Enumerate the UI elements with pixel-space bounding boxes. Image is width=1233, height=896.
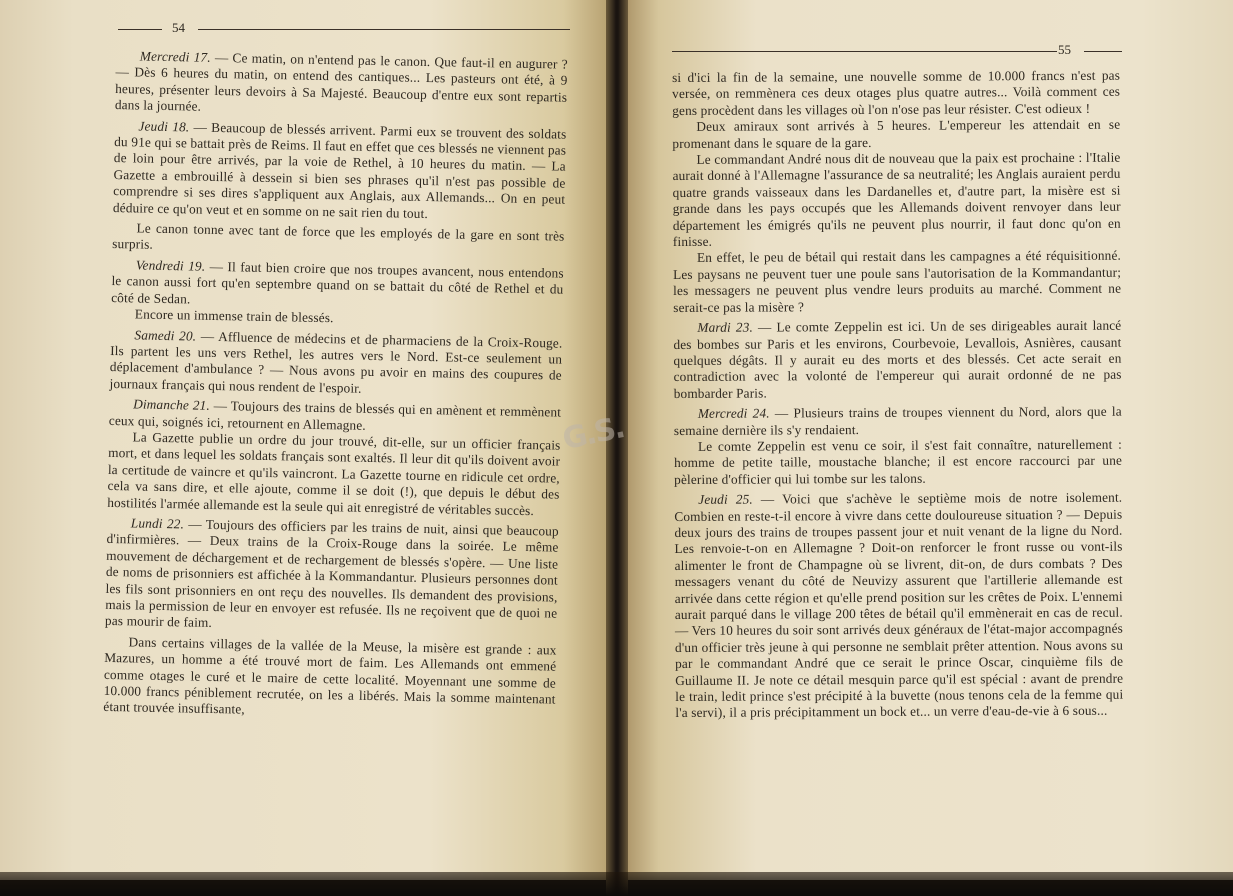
bottom-shadow	[0, 872, 1233, 896]
entry-paragraph	[103, 634, 556, 725]
entry-text: Deux amiraux sont arrivés à 5 heures. L'empereur les attendait en se promenant dans le square de la gare.	[672, 116, 1121, 151]
entry-paragraph	[112, 220, 565, 261]
entry-paragraph	[674, 404, 1122, 439]
left-page-text	[103, 48, 568, 728]
right-page	[622, 0, 1233, 880]
entry-paragraph	[111, 257, 564, 315]
entry-text: si d'ici la fin de la semaine, une nouvelle somme de 10.000 francs n'est pas versée, on remmènera ces deux otages plus quatre autres... Voilà comment ces gens procèdent dans les villages où l'on n'ose pas leur résister. C'est odieux !	[672, 67, 1121, 118]
entry-paragraph	[115, 48, 568, 122]
entry-text: Encore un immense train de blessés.	[134, 306, 334, 326]
entry-text: — Toujours des trains de blessés qui en amènent et remmènent ceux qui, soignés ici, retournent en Allemagne.	[108, 397, 562, 433]
entry-paragraph	[674, 437, 1122, 489]
entry-text: Le canon tonne avec tant de force que les employés de la gare en sont très surpris.	[112, 220, 565, 253]
entry-date: Lundi 22.	[130, 515, 185, 532]
entry-text: Dans certains villages de la vallée de la Meuse, la misère est grande : aux Mazures, un homme a été trouvé mort de faim. Les Allemands ont emmené comme otages le curé et le maire de cette localité. Moyennant une somme de 10.000 francs péniblement recrutée, on les a libérés. Mais la somme maintenant étant trouvée insuffisante,	[103, 634, 557, 718]
entry-date: Jeudi 25.	[698, 491, 753, 508]
entry-date: Dimanche 21.	[133, 396, 211, 413]
entry-text: — Voici que s'achève le septième mois de notre isolement. Combien en reste-t-il encore à vivre dans cette douloureuse situation ? — Depuis deux jours des trains de troupes passent jour et nuit venant de la ligne du Nord. Les renvoie-t-on en Allemagne ? Doit-on renforcer le front russe ou vont-ils alimenter le front de Champagne où se livrent, dit-on, de durs combats ? Des messagers venant du côté de Neuvizy assurent que l'artillerie allemande est arrivée dans cette région et qu'elle prend position sur les crêtes de Poix. L'ennemi aurait parqué dans le village 200 têtes de bétail qu'il emmènerait en cas de recul. — Vers 10 heures du soir sont arrivés deux généraux de l'état-major accompagnés d'un officier très jeune à qui personne ne semblait prêter attention. Nous avons su par le commandant André que ce serait le prince Oscar, cinquième fils de Guillaume II. Je note ce détail mesquin parce qu'il est spécial : avant de prendre le train, ledit prince s'est précipité à la buvette (nous tenons cela de la femme qui l'a servi), il a pris précipitamment un bock et... un verre d'eau-de-vie à 6 sous...	[674, 489, 1124, 721]
entry-date: Mardi 23.	[697, 319, 753, 335]
library-stamp: G.S.	[559, 410, 627, 458]
entry-text: La Gazette publie un ordre du jour trouvé, dit-elle, sur un officier français mort, et dans lequel les soldats français sont exaltés. Il leur dit qu'ils doivent avoir la certitude de vaincre et qu'ils vaincront. La Gazette tourne en ridicule cet ordre, cela va sans dire, et elle ajoute, comme il se doit (!), que depuis le début des hostilités l'armée allemande est la seule qui ait enregistré de véritables succès.	[107, 429, 561, 518]
page-number-right: 55	[1058, 42, 1071, 57]
entry-text: En effet, le peu de bétail qui restait dans les campagnes a été réquisitionné. Les paysans ne peuvent tuer une poule sans l'autorisation de la Kommandantur; les messagers ne peuvent plus vendre leurs produits au marché. Comment ne serait-ce pas la misère ?	[673, 248, 1122, 315]
entry-paragraph	[672, 68, 1120, 120]
entry-paragraph	[672, 117, 1120, 152]
entry-paragraph	[673, 248, 1121, 316]
entry-text: — Il faut bien croire que nos troupes avancent, nous entendons le canon aussi fort qu'en septembre quand on se battait du côté de Rethel et du côté de Sedan.	[111, 258, 564, 307]
header-rule	[118, 29, 162, 30]
right-page-text	[672, 68, 1123, 726]
entry-text: — Plusieurs trains de troupes viennent du Nord, alors que la semaine dernière ils s'y rendaient.	[673, 403, 1122, 438]
entry-paragraph	[109, 326, 562, 400]
page-number-left: 54	[172, 20, 185, 35]
left-page-header	[0, 20, 612, 40]
entry-date: Mercredi 17.	[139, 48, 211, 65]
entry-date: Samedi 20.	[134, 326, 197, 344]
right-page-header	[622, 42, 1233, 62]
entry-date: Vendredi 19.	[135, 257, 206, 274]
entry-paragraph	[113, 118, 567, 225]
entry-paragraph	[107, 429, 560, 520]
entry-text: — Beaucoup de blessés arrivent. Parmi eux se trouvent des soldats du 91e qui se battait près de Reims. Il faut en effet que ces blessés ne viennent pas de loin pour être arrivés, par la voie de Rethel, à 10 heures du matin. — La Gazette a embrouillé à dessein si bien ses phrases qu'il n'est pas possible de comprendre si ses dires s'appliquent aux Anglais, aux Allemands... On en peut déduire ce qu'on veut et en somme on ne sait rien du tout.	[112, 119, 567, 221]
left-page	[0, 0, 612, 880]
entry-text: — Le comte Zeppelin est ici. Un de ses dirigeables aurait lancé des bombes sur Paris et les environs, Courbevoie, Levallois, Asnières, causant quelques dégâts. Il y aurait eu des morts et des blessés. Cet acte serait en contradiction avec la volonté de l'empereur qui aurait ordonné de ne pas bombarder Paris.	[673, 317, 1122, 401]
entry-paragraph	[673, 318, 1121, 402]
entry-paragraph	[672, 150, 1121, 251]
entry-date: Jeudi 18.	[138, 118, 190, 135]
entry-text: — Affluence de médecins et de pharmaciens de la Croix-Rouge. Ils partent les uns vers Rethel, les autres vers le Nord. Est-ce seulement un déplacement d'ambulance ? — Nous avons pu avoir en mains des coupures de journaux français qui nous rendent de l'espoir.	[109, 328, 563, 396]
entry-text: Le comte Zeppelin est venu ce soir, il s'est fait connaître, naturellement : homme de petite taille, moustache blanche; il est encore raccourci par une pèlerine d'officier qui lui tombe sur les talons.	[674, 436, 1123, 487]
entry-text: Le commandant André nous dit de nouveau que la paix est prochaine : l'Italie aurait donné à l'Allemagne l'assurance de sa neutralité; les Anglais auraient perdu quatre grands vaisseaux dans les Dardanelles et, d'autre part, la misère est si grande dans les pays occupés que les Allemands doivent renvoyer dans leur département les émigrés qu'ils ne peuvent plus nourrir, il faut donc qu'on en finisse.	[672, 149, 1121, 250]
entry-paragraph	[674, 490, 1123, 722]
entry-text: — Ce matin, on n'entend pas le canon. Que faut-il en augurer ? — Dès 6 heures du matin, on entend des cantiques... Les pasteurs ont été, à 9 heures, présenter leurs devoirs à Sa Majesté. Beaucoup d'entre eux sont repartis dans la journée.	[114, 49, 568, 114]
header-rule	[1084, 51, 1122, 52]
header-rule	[198, 29, 570, 30]
entry-date: Mercredi 24.	[697, 405, 770, 421]
entry-text: — Toujours des officiers par les trains de nuit, ainsi que beaucoup d'infirmières. — Deux trains de la Croix-Rouge dans la soirée. Le même mouvement de déchargement et de rechargement de blessés s'opère. — Une liste de noms de prisonniers est affichée à la Kommandantur. Plusieurs personnes dont les fils sont prisonniers en ont reçu des nouvelles. Ils demandent des provisions, mais la permission de leur en envoyer est refusée. Ils ne reçoivent que de quoi ne pas mourir de faim.	[104, 516, 559, 631]
header-rule	[672, 51, 1057, 52]
entry-paragraph	[105, 515, 559, 638]
